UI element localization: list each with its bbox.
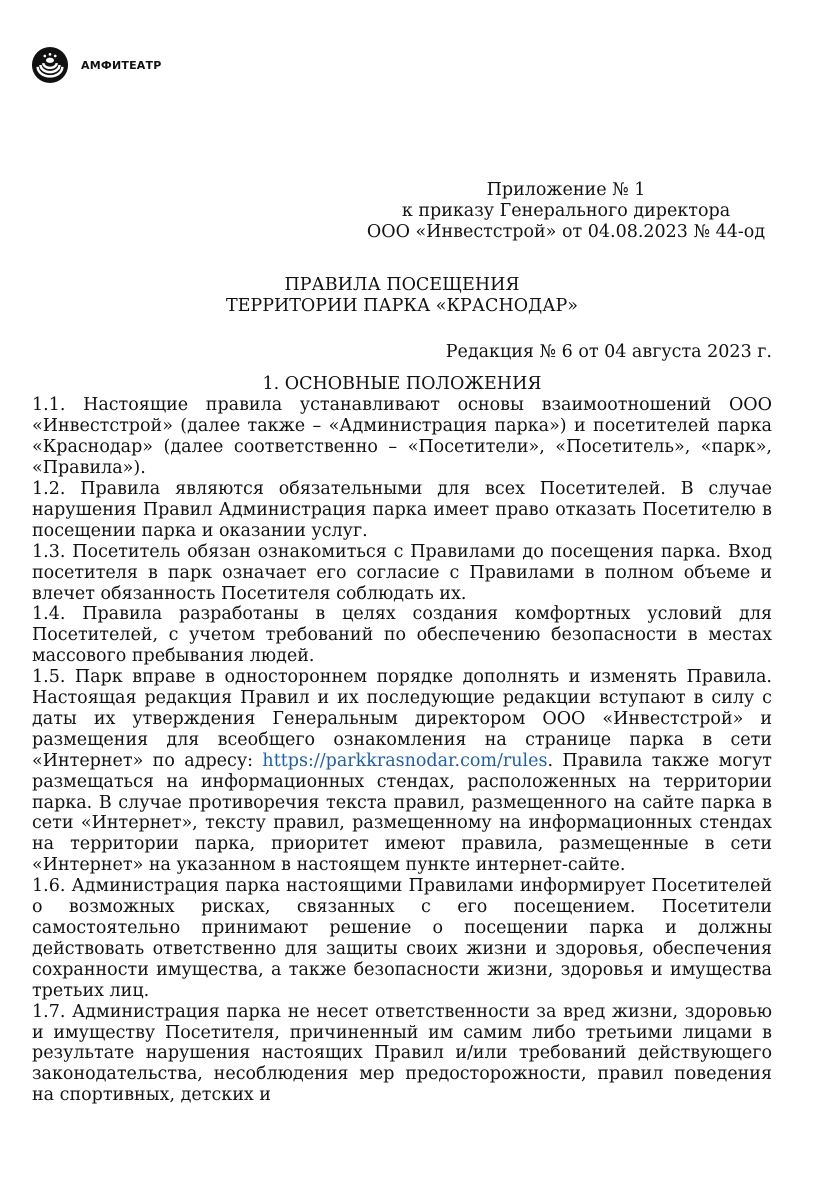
amphitheatre-logo-icon (31, 46, 69, 84)
annex-line-1: Приложение № 1 (486, 180, 646, 200)
document-body (32, 180, 772, 1106)
rules-link[interactable]: https://parkkrasnodar.com/rules (262, 750, 548, 771)
paragraph-1-5-text-before: 1.5. Парк вправе в одностороннем порядке дополнять и изменять Правила. Настоящая редакция Правил и их последующие редакции вступают в силу с даты их утверждения Генеральным директором ООО «Инвестстрой» и размещения для всеобщего ознакомления на странице парка в сети «Интернет» по адресу: (32, 667, 772, 771)
title-line-2: ТЕРРИТОРИИ ПАРКА «КРАСНОДАР» (225, 295, 579, 316)
paragraph-1-1: 1.1. Настоящие правила устанавливают основы взаимоотношений ООО «Инвестстрой» (далее также – «Администрация парка») и посетителей парка «Краснодар» (далее соответственно – «Посетители», «Посетитель», «парк», «Правила»). (32, 395, 772, 479)
title-line-1: ПРАВИЛА ПОСЕЩЕНИЯ (284, 274, 520, 295)
logo (31, 46, 161, 84)
paragraph-1-7: 1.7. Администрация парка не несет ответственности за вред жизни, здоровью и имуществу Посетителя, причиненный им самим либо третьими лицами в результате нарушения настоящих Правил и/или требований действующего законодательства, несоблюдения мер предосторожности, правил поведения на спортивных, детских и (32, 1001, 772, 1106)
section-title: 1. ОСНОВНЫЕ ПОЛОЖЕНИЯ (262, 374, 542, 395)
paragraph-1-2: 1.2. Правила являются обязательными для всех Посетителей. В случае нарушения Правил Администрация парка имеет право отказать Посетителю в посещении парка и оказании услуг. (32, 478, 772, 541)
document-title (32, 275, 772, 317)
logo-text: АМФИТЕАТР (81, 58, 162, 72)
paragraph-1-5 (32, 667, 772, 876)
paragraph-1-6: 1.6. Администрация парка настоящими Правилами информирует Посетителей о возможных рисках, связанных с его посещением. Посетители самостоятельно принимают решение о посещении парка и должны действовать ответственно для защиты своих жизни и здоровья, обеспечения сохранности имущества, а также безопасности жизни, здоровья и имущества третьих лиц. (32, 876, 772, 1001)
annex-header (360, 180, 772, 243)
edition-line: Редакция № 6 от 04 августа 2023 г. (445, 341, 772, 362)
paragraph-1-3: 1.3. Посетитель обязан ознакомиться с Правилами до посещения парка. Вход посетителя в парк означает его согласие с Правилами в полном объеме и влечет обязанность Посетителя соблюдать их. (32, 541, 772, 604)
annex-line-2: к приказу Генерального директора (401, 200, 731, 221)
paragraph-1-5-text-after: . Правила также могут размещаться на информационных стендах, расположенных на территории парка. В случае противоречия текста правил, размещенного на сайте парка в сети «Интернет», тексту правил, размещенному на информационных стендах на территории парка, приоритет имеют правила, размещенные в сети «Интернет» на указанном в настоящем пункте интернет-сайте. (32, 750, 772, 876)
paragraph-1-4: 1.4. Правила разработаны в целях создания комфортных условий для Посетителей, с учетом требований по обеспечению безопасности в местах массового пребывания людей. (32, 604, 772, 667)
annex-line-3: ООО «Инвестстрой» от 04.08.2023 № 44-од (366, 221, 766, 242)
